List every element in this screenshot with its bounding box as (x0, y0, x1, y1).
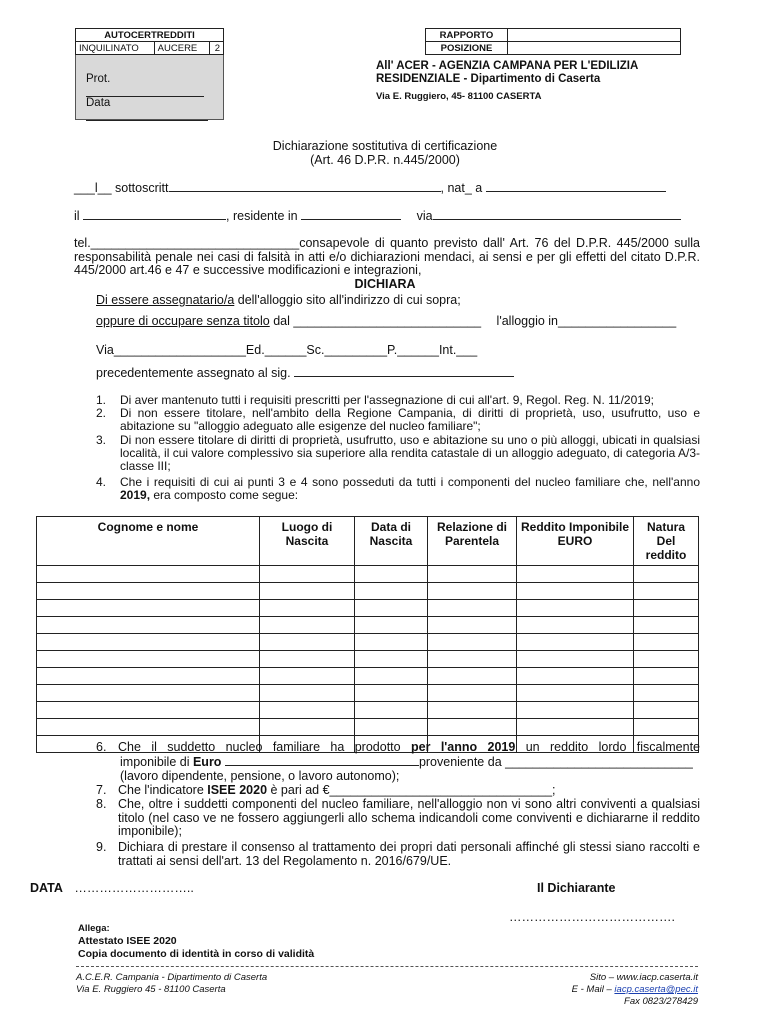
document-title (0, 139, 770, 167)
assignee-option-text: dell'alloggio sito all'indirizzo di cui sopra; (234, 293, 461, 307)
list-item (96, 407, 700, 433)
table-cell[interactable] (355, 566, 428, 583)
item-text: Di non essere titolare di diritti di proprietà, usufrutto, uso e abitazione su uno o più alloggi, ubicati in qualsiasi località, il cui valore complessivo sia superiore alla rendita catastale di un alloggio adeguato, di categoria A/3- classe III; (120, 433, 700, 473)
isee-label: ISEE 2020 (207, 783, 268, 797)
col-header: Luogo di Nascita (260, 517, 355, 566)
item-number: 9. (96, 840, 107, 854)
table-cell[interactable] (634, 617, 699, 634)
table-row (37, 566, 699, 583)
table-cell[interactable] (634, 685, 699, 702)
item-text-part: Che l'indicatore (118, 783, 208, 797)
table-cell[interactable] (634, 600, 699, 617)
table-cell[interactable] (355, 719, 428, 736)
table-row (37, 651, 699, 668)
street-field[interactable] (433, 208, 681, 220)
attachment-item: Attestato ISEE 2020 (78, 935, 177, 947)
table-cell[interactable] (634, 719, 699, 736)
residence-field[interactable] (301, 208, 401, 220)
table-cell[interactable] (634, 668, 699, 685)
date-signature-label: DATA (30, 881, 63, 895)
item-text-part: (lavoro dipendente, pensione, o lavoro autonomo); (120, 769, 400, 783)
list-item (96, 740, 700, 783)
table-cell[interactable] (260, 668, 355, 685)
euro-label: Euro (192, 755, 222, 769)
item-number: 8. (96, 797, 107, 811)
table-cell[interactable] (355, 583, 428, 600)
item-text: Dichiara di prestare il consenso al trattamento dei propri dati personali affinché gli stessi siano raccolti e trattati ai sensi dell'art. 13 del Regolamento n. 2016/679/UE. (118, 840, 700, 868)
rapporto-label: RAPPORTO (426, 29, 508, 42)
table-cell[interactable] (428, 634, 517, 651)
title-line: (Art. 46 D.P.R. n.445/2000) (310, 153, 460, 167)
table-cell[interactable] (37, 600, 260, 617)
table-cell[interactable] (517, 583, 634, 600)
via-label: via (416, 209, 433, 223)
table-cell[interactable] (260, 583, 355, 600)
attachments-label: Allega: (78, 923, 110, 934)
col-header: Natura Del reddito (634, 517, 699, 566)
previous-assignee-label: precedentemente assegnato al sig. (96, 366, 291, 380)
col-header: Relazione di Parentela (428, 517, 517, 566)
list-item (96, 434, 700, 473)
table-row (37, 719, 699, 736)
table-row (37, 600, 699, 617)
assignee-option: Di essere assegnatario/a (96, 293, 235, 307)
table-cell[interactable] (355, 634, 428, 651)
income-field[interactable] (225, 754, 419, 766)
table-cell[interactable] (260, 719, 355, 736)
table-cell[interactable] (355, 668, 428, 685)
form-code-cell: 2 (209, 42, 223, 55)
table-cell[interactable] (37, 685, 260, 702)
table-cell[interactable] (634, 702, 699, 719)
declarant-label: Il Dichiarante (537, 881, 616, 895)
title-line: Dichiarazione sostitutiva di certificazione (272, 139, 498, 153)
table-row (37, 617, 699, 634)
rapporto-box (425, 28, 681, 55)
table-cell[interactable] (634, 566, 699, 583)
table-cell[interactable] (428, 651, 517, 668)
col-header: Reddito Imponibile EURO (517, 517, 634, 566)
item-year: 2019, (120, 488, 151, 502)
item-number: 3. (96, 433, 107, 447)
table-cell[interactable] (37, 668, 260, 685)
addressee-line: Via E. Ruggiero, 45- 81100 CASERTA (376, 91, 542, 102)
footer-website: Sito – www.iacp.caserta.it (589, 972, 698, 983)
table-cell[interactable] (517, 702, 634, 719)
item-number: 7. (96, 783, 107, 797)
posizione-label: POSIZIONE (426, 42, 508, 55)
table-cell[interactable] (37, 651, 260, 668)
table-cell[interactable] (37, 617, 260, 634)
table-cell[interactable] (517, 600, 634, 617)
table-cell[interactable] (428, 566, 517, 583)
household-table (36, 516, 699, 753)
footer-fax: Fax 0823/278429 (624, 996, 698, 1007)
protocol-box (75, 28, 224, 120)
prot-label: Prot. (86, 73, 111, 85)
addressee-line: All' ACER - AGENZIA CAMPANA PER L'EDILIZIA (376, 60, 639, 72)
table-cell[interactable] (517, 668, 634, 685)
signature-field[interactable]: …………………………………. (509, 910, 675, 924)
previous-assignee-field[interactable] (294, 365, 514, 377)
table-cell[interactable] (428, 617, 517, 634)
addressee-line: RESIDENZIALE - Dipartimento di Caserta (376, 73, 601, 85)
table-cell[interactable] (37, 583, 260, 600)
col-header: Cognome e nome (37, 517, 260, 566)
item-text-part: era composto come segue: (150, 488, 299, 502)
table-cell[interactable] (37, 634, 260, 651)
item-text-part: Che i requisiti di cui ai punti 3 e 4 sono posseduti da tutti i componenti del nucleo familiare che, nell'anno (120, 475, 700, 489)
address-line: Via___________________Ed.______Sc._________P.______Int.___ (96, 343, 478, 357)
item-text-part: è pari ad €________________________________; (267, 783, 556, 797)
table-cell[interactable] (260, 617, 355, 634)
table-cell[interactable] (428, 719, 517, 736)
table-cell[interactable] (517, 634, 634, 651)
table-cell[interactable] (355, 651, 428, 668)
item-number: 4. (96, 475, 107, 489)
list-item (96, 476, 700, 502)
attachments (78, 922, 314, 961)
date-label: il (74, 209, 80, 223)
table-cell[interactable] (634, 583, 699, 600)
item-number: 6. (96, 740, 107, 754)
prot-field[interactable] (86, 85, 204, 97)
table-row (37, 668, 699, 685)
item-text-part: proveniente da ___________________________ (418, 755, 693, 769)
item-text: Che, oltre i suddetti componenti del nucleo familiare, nell'alloggio non vi sono altri conviventi a qualsiasi titolo (nel caso ve ne fossero aggiungerli allo schema indicandoli come conviventi e dichiararne il reddito imponibile); (118, 797, 700, 838)
item-number: 1. (96, 393, 107, 407)
table-cell[interactable] (355, 702, 428, 719)
table-cell[interactable] (634, 651, 699, 668)
dichiara-heading: DICHIARA (354, 277, 416, 291)
table-cell[interactable] (428, 668, 517, 685)
form-code-cell: INQUILINATO (76, 42, 155, 55)
date-signature-field[interactable]: ……………………….. (74, 881, 194, 895)
occupant-option: oppure di occupare senza titolo (96, 314, 270, 328)
birthdate-field[interactable] (83, 208, 226, 220)
table-cell[interactable] (37, 702, 260, 719)
posizione-field[interactable] (508, 42, 681, 55)
residence-label: , residente in (226, 209, 298, 223)
rapporto-field[interactable] (508, 29, 681, 42)
table-cell[interactable] (517, 719, 634, 736)
item-text (120, 476, 700, 502)
list-item (96, 798, 700, 839)
table-cell[interactable] (260, 566, 355, 583)
table-row (37, 634, 699, 651)
table-row (37, 583, 699, 600)
occupant-dwelling: l'alloggio in_________________ (496, 314, 677, 328)
born-label: , nat_ a (440, 181, 483, 195)
item-text: Di non essere titolare, nell'ambito della Regione Campania, di diritti di proprietà, uso, usufrutto, uso e abitazione su "alloggio adeguato alle esigenze del nucleo familiare"; (120, 406, 700, 433)
item-number: 2. (96, 406, 107, 420)
form-code-title: AUTOCERTREDDITI (76, 29, 224, 42)
item-year: per l'anno 2019 (410, 740, 516, 754)
item-text-part: Che il suddetto nucleo familiare ha prodotto (118, 740, 411, 754)
data-field[interactable] (86, 109, 208, 121)
attachment-item: Copia documento di identità in corso di validità (78, 948, 315, 960)
table-cell[interactable] (428, 685, 517, 702)
table-cell[interactable] (355, 617, 428, 634)
occupant-since: dal ___________________________ (269, 314, 482, 328)
table-cell[interactable] (428, 583, 517, 600)
addressee (376, 60, 638, 103)
table-cell[interactable] (517, 617, 634, 634)
name-field[interactable] (169, 180, 441, 192)
data-label: Data (86, 97, 111, 109)
undersigned-label: ___l__ sottoscritt (74, 181, 169, 195)
table-row (37, 702, 699, 719)
table-row (37, 685, 699, 702)
table-cell[interactable] (428, 600, 517, 617)
tel-declaration: tel.______________________________consapevole di quanto previsto dall' Art. 76 del D.P.R. 445/2000 sulla responsabilità penale nei casi di falsità in atti e/o dichiarazioni mendaci, ai sensi e per gli effetti del citato D.P.R. 445/2000 art.46 e 47 e successive modificazioni e integrazioni, (74, 236, 700, 277)
table-cell[interactable] (260, 651, 355, 668)
list-item (96, 840, 700, 868)
footer-address: Via E. Ruggiero 45 - 81100 Caserta (76, 984, 226, 995)
table-cell[interactable] (260, 600, 355, 617)
list-item (96, 783, 700, 797)
table-cell[interactable] (634, 634, 699, 651)
item-text-part: un reddito lordo fiscalmente (515, 740, 701, 754)
footer-org: A.C.E.R. Campania - Dipartimento di Caserta (76, 972, 268, 983)
form-code-cell: AUCERE (154, 42, 209, 55)
footer-email-label: E - Mail – (571, 984, 615, 995)
table-cell[interactable] (517, 685, 634, 702)
footer-divider (76, 966, 698, 967)
table-cell[interactable] (517, 651, 634, 668)
table-cell[interactable] (260, 634, 355, 651)
item-text-part: imponibile di (120, 755, 193, 769)
table-cell[interactable] (260, 702, 355, 719)
birthplace-field[interactable] (486, 180, 666, 192)
table-cell[interactable] (37, 566, 260, 583)
table-cell[interactable] (355, 685, 428, 702)
footer-email-link[interactable]: iacp.caserta@pec.it (614, 984, 698, 995)
table-cell[interactable] (517, 566, 634, 583)
col-header: Data di Nascita (355, 517, 428, 566)
item-text: Di aver mantenuto tutti i requisiti prescritti per l'assegnazione di cui all'art. 9, Regol. Reg. N. 11/2019; (120, 393, 654, 407)
table-cell[interactable] (428, 702, 517, 719)
table-cell[interactable] (355, 600, 428, 617)
table-cell[interactable] (260, 685, 355, 702)
table-cell[interactable] (37, 719, 260, 736)
